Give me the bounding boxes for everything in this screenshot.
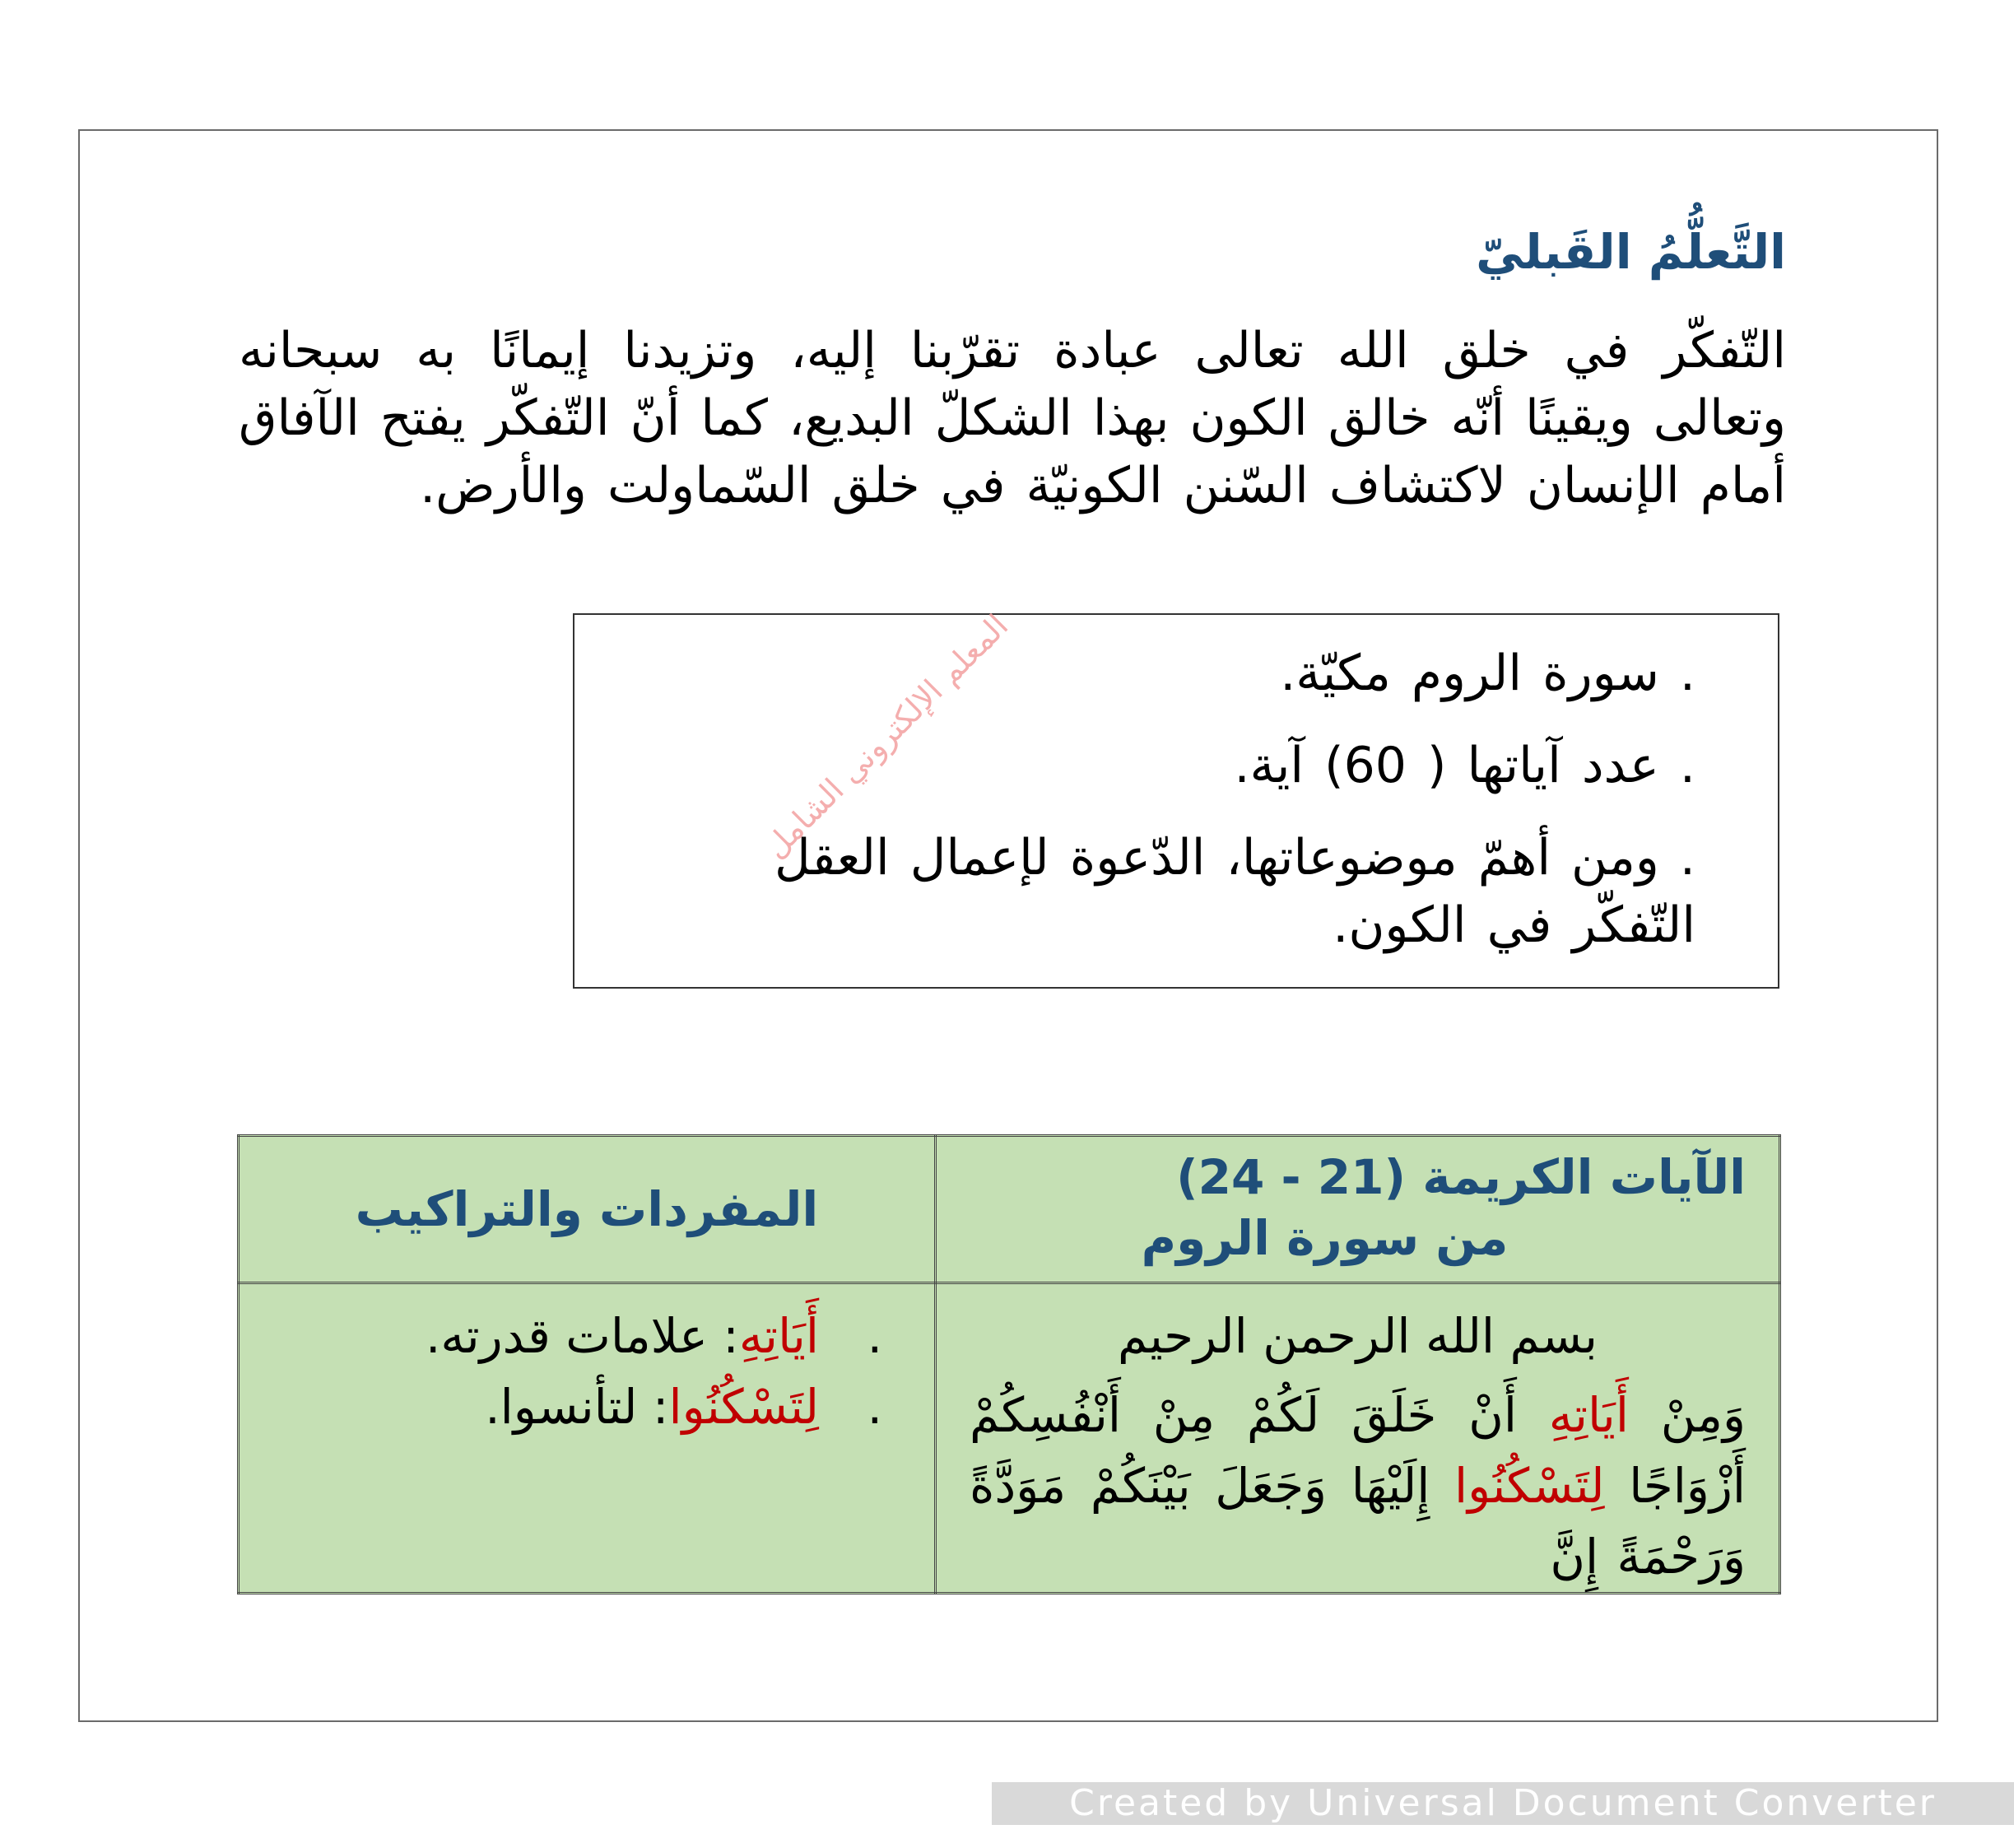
header-verses-title: الآيات الكريمة (21 - 24)	[1176, 1149, 1746, 1205]
table-header-row	[239, 1136, 1780, 1283]
intro-paragraph: التّفكّر في خلق الله تعالى عبادة تقرّبنا إليه، وتزيدنا إيمانًا به سبحانه وتعالى ويقينًا أنّه خالق الكون بهذا الشكلّ البديع، كما أنّ التّفكّر يفتح الآفاق أمام الإنسان لاكتشاف السّنن الكونيّة في خلق السّماولت والأرض.	[239, 322, 1786, 514]
vocab-cell	[239, 1283, 936, 1594]
vocab-bullet: .	[867, 1379, 885, 1435]
header-vocab-cell	[239, 1136, 936, 1283]
vocab-item	[272, 1371, 885, 1442]
header-verses-cell	[936, 1136, 1780, 1283]
info-item-makkiyya: . سورة الروم مكيّة.	[1280, 645, 1695, 702]
header-verses-subtitle: من سورة الروم	[1141, 1210, 1509, 1266]
vocab-meaning: : لتأنسوا.	[485, 1379, 669, 1435]
info-item-topics: . ومن أهمّ موضوعاتها، الدّعوة لإعمال العقل التّفكّر في الكون.	[774, 829, 1695, 954]
surah-info-box	[573, 613, 1779, 989]
converter-footer-badge: Created by Universal Document Converter	[992, 1782, 2014, 1825]
vocab-item	[272, 1301, 885, 1371]
ayah-highlight-litaskunu: لِتَسْكُنُوا	[1454, 1458, 1605, 1514]
vocab-term: أَيَاتِهِ	[738, 1308, 819, 1364]
ayah-part-3: أَنْ خَلَقَ لَكُمْ مِنْ أَنْفُسِكُمْ أَزْوَاجًا	[970, 1387, 1746, 1514]
info-item-ayah-count: . عدد آياتها ( 60) آية.	[1234, 737, 1695, 794]
ayah-part-5: إِلَيْهَا وَجَعَلَ بَيْنَكُمْ مَوَدَّةً وَرَحْمَةً إِنَّ	[970, 1458, 1746, 1585]
vocab-entry	[485, 1371, 819, 1442]
watermark: المعلم الإلكتروني الشامل	[757, 607, 1016, 866]
ayah-text	[970, 1380, 1746, 1592]
verses-cell	[936, 1283, 1780, 1594]
basmala: بسم الله الرحمن الرحيم	[1118, 1308, 1598, 1364]
vocab-entry	[426, 1301, 819, 1371]
section-heading: التَّعلُّمُ القَبليّ	[1476, 224, 1786, 280]
ayah-part-1: وَمِنْ	[1628, 1387, 1746, 1443]
vocab-term: لِتَسْكُنُوا	[668, 1379, 819, 1435]
vocab-meaning: : علامات قدرته.	[426, 1308, 739, 1364]
verses-vocab-table	[237, 1134, 1781, 1594]
table-body-row	[239, 1283, 1780, 1594]
surah-info-list	[574, 615, 1778, 959]
header-vocab-title: المفردات والتراكيب	[355, 1181, 819, 1237]
vocab-bullet: .	[867, 1308, 885, 1364]
ayah-highlight-ayatihi: أَيَاتِهِ	[1548, 1387, 1629, 1443]
